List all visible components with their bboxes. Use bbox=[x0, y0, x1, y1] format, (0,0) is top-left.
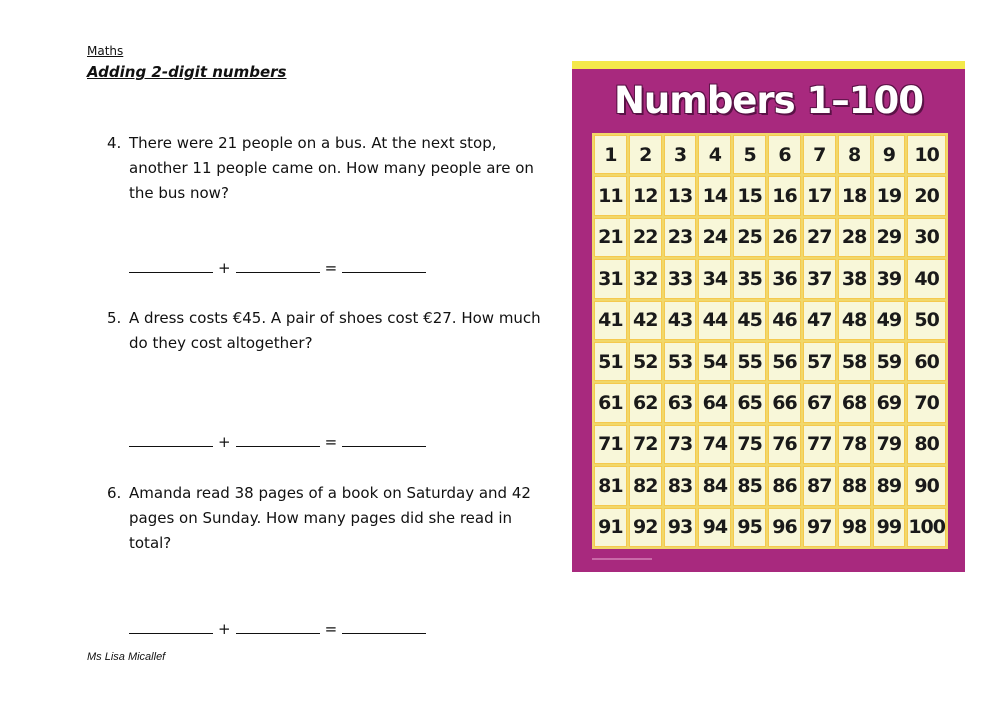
number-cell: 95 bbox=[733, 508, 766, 547]
number-cell: 21 bbox=[594, 218, 627, 257]
author-footer: Ms Lisa Micallef bbox=[87, 651, 166, 663]
number-cell: 5 bbox=[733, 135, 766, 174]
number-cell: 42 bbox=[629, 301, 662, 340]
number-cell: 41 bbox=[594, 301, 627, 340]
number-cell: 94 bbox=[698, 508, 731, 547]
number-cell: 53 bbox=[664, 342, 697, 381]
number-cell: 52 bbox=[629, 342, 662, 381]
number-cell: 84 bbox=[698, 466, 731, 505]
number-cell: 2 bbox=[629, 135, 662, 174]
number-cell: 20 bbox=[907, 176, 946, 215]
equals-sign: = bbox=[324, 620, 338, 638]
number-cell: 57 bbox=[803, 342, 836, 381]
number-cell: 37 bbox=[803, 259, 836, 298]
number-cell: 33 bbox=[664, 259, 697, 298]
number-grid bbox=[592, 133, 948, 549]
number-cell: 32 bbox=[629, 259, 662, 298]
number-cell: 90 bbox=[907, 466, 946, 505]
number-cell: 62 bbox=[629, 383, 662, 422]
number-cell: 7 bbox=[803, 135, 836, 174]
number-cell: 15 bbox=[733, 176, 766, 215]
answer-blank[interactable] bbox=[129, 619, 213, 634]
number-cell: 87 bbox=[803, 466, 836, 505]
number-cell: 76 bbox=[768, 425, 801, 464]
number-cell: 64 bbox=[698, 383, 731, 422]
number-cell: 54 bbox=[698, 342, 731, 381]
number-cell: 88 bbox=[838, 466, 871, 505]
number-cell: 98 bbox=[838, 508, 871, 547]
question-6 bbox=[107, 481, 547, 556]
number-cell: 67 bbox=[803, 383, 836, 422]
number-cell: 46 bbox=[768, 301, 801, 340]
hundred-chart-poster bbox=[572, 61, 965, 572]
question-text: A dress costs €45. A pair of shoes cost €27. How much do they cost altogether? bbox=[129, 309, 541, 352]
number-cell: 70 bbox=[907, 383, 946, 422]
number-cell: 39 bbox=[873, 259, 906, 298]
number-cell: 72 bbox=[629, 425, 662, 464]
number-cell: 8 bbox=[838, 135, 871, 174]
number-cell: 71 bbox=[594, 425, 627, 464]
answer-blank[interactable] bbox=[342, 432, 426, 447]
equals-sign: = bbox=[324, 433, 338, 451]
number-cell: 13 bbox=[664, 176, 697, 215]
number-cell: 26 bbox=[768, 218, 801, 257]
number-cell: 48 bbox=[838, 301, 871, 340]
number-cell: 91 bbox=[594, 508, 627, 547]
answer-line-6 bbox=[129, 619, 426, 638]
number-cell: 45 bbox=[733, 301, 766, 340]
number-cell: 83 bbox=[664, 466, 697, 505]
number-cell: 99 bbox=[873, 508, 906, 547]
number-cell: 77 bbox=[803, 425, 836, 464]
number-cell: 3 bbox=[664, 135, 697, 174]
number-cell: 66 bbox=[768, 383, 801, 422]
question-5 bbox=[107, 306, 547, 356]
number-cell: 17 bbox=[803, 176, 836, 215]
number-cell: 10 bbox=[907, 135, 946, 174]
number-cell: 30 bbox=[907, 218, 946, 257]
number-cell: 61 bbox=[594, 383, 627, 422]
number-cell: 55 bbox=[733, 342, 766, 381]
number-cell: 34 bbox=[698, 259, 731, 298]
number-cell: 14 bbox=[698, 176, 731, 215]
number-cell: 59 bbox=[873, 342, 906, 381]
answer-blank[interactable] bbox=[342, 258, 426, 273]
number-cell: 73 bbox=[664, 425, 697, 464]
number-cell: 75 bbox=[733, 425, 766, 464]
question-text: There were 21 people on a bus. At the next stop, another 11 people came on. How many people are on the bus now? bbox=[129, 134, 534, 202]
number-cell: 74 bbox=[698, 425, 731, 464]
number-cell: 6 bbox=[768, 135, 801, 174]
question-text: Amanda read 38 pages of a book on Saturday and 42 pages on Sunday. How many pages did she read in total? bbox=[129, 484, 531, 552]
number-cell: 40 bbox=[907, 259, 946, 298]
number-cell: 80 bbox=[907, 425, 946, 464]
plus-sign: + bbox=[218, 620, 231, 638]
number-cell: 36 bbox=[768, 259, 801, 298]
answer-blank[interactable] bbox=[236, 619, 320, 634]
subject-label: Maths bbox=[87, 44, 124, 58]
number-cell: 68 bbox=[838, 383, 871, 422]
number-cell: 60 bbox=[907, 342, 946, 381]
number-cell: 44 bbox=[698, 301, 731, 340]
plus-sign: + bbox=[218, 433, 231, 451]
number-cell: 47 bbox=[803, 301, 836, 340]
answer-line-5 bbox=[129, 432, 426, 451]
question-4 bbox=[107, 131, 547, 206]
answer-blank[interactable] bbox=[129, 258, 213, 273]
number-cell: 93 bbox=[664, 508, 697, 547]
number-cell: 82 bbox=[629, 466, 662, 505]
answer-blank[interactable] bbox=[236, 258, 320, 273]
equals-sign: = bbox=[324, 259, 338, 277]
number-cell: 18 bbox=[838, 176, 871, 215]
number-cell: 81 bbox=[594, 466, 627, 505]
number-cell: 35 bbox=[733, 259, 766, 298]
number-cell: 58 bbox=[838, 342, 871, 381]
question-number: 5. bbox=[107, 309, 122, 327]
number-cell: 19 bbox=[873, 176, 906, 215]
question-number: 4. bbox=[107, 134, 122, 152]
number-cell: 78 bbox=[838, 425, 871, 464]
number-cell: 25 bbox=[733, 218, 766, 257]
number-cell: 97 bbox=[803, 508, 836, 547]
number-cell: 100 bbox=[907, 508, 946, 547]
number-cell: 49 bbox=[873, 301, 906, 340]
number-cell: 12 bbox=[629, 176, 662, 215]
number-cell: 92 bbox=[629, 508, 662, 547]
number-cell: 69 bbox=[873, 383, 906, 422]
number-cell: 23 bbox=[664, 218, 697, 257]
number-cell: 16 bbox=[768, 176, 801, 215]
number-cell: 22 bbox=[629, 218, 662, 257]
number-cell: 96 bbox=[768, 508, 801, 547]
poster-footer-mark bbox=[592, 558, 652, 560]
poster-top-band bbox=[572, 61, 965, 69]
number-cell: 86 bbox=[768, 466, 801, 505]
number-cell: 29 bbox=[873, 218, 906, 257]
number-cell: 50 bbox=[907, 301, 946, 340]
number-cell: 85 bbox=[733, 466, 766, 505]
number-cell: 27 bbox=[803, 218, 836, 257]
number-cell: 24 bbox=[698, 218, 731, 257]
plus-sign: + bbox=[218, 259, 231, 277]
number-cell: 31 bbox=[594, 259, 627, 298]
number-cell: 4 bbox=[698, 135, 731, 174]
number-cell: 9 bbox=[873, 135, 906, 174]
number-cell: 11 bbox=[594, 176, 627, 215]
number-cell: 1 bbox=[594, 135, 627, 174]
number-cell: 43 bbox=[664, 301, 697, 340]
answer-line-4 bbox=[129, 258, 426, 277]
number-cell: 28 bbox=[838, 218, 871, 257]
number-cell: 89 bbox=[873, 466, 906, 505]
question-number: 6. bbox=[107, 484, 122, 502]
number-cell: 63 bbox=[664, 383, 697, 422]
number-cell: 56 bbox=[768, 342, 801, 381]
answer-blank[interactable] bbox=[342, 619, 426, 634]
worksheet-title: Adding 2-digit numbers bbox=[87, 63, 287, 81]
number-cell: 38 bbox=[838, 259, 871, 298]
number-cell: 51 bbox=[594, 342, 627, 381]
answer-blank[interactable] bbox=[129, 432, 213, 447]
poster-title: Numbers 1–100 bbox=[613, 79, 924, 122]
answer-blank[interactable] bbox=[236, 432, 320, 447]
number-cell: 79 bbox=[873, 425, 906, 464]
number-cell: 65 bbox=[733, 383, 766, 422]
